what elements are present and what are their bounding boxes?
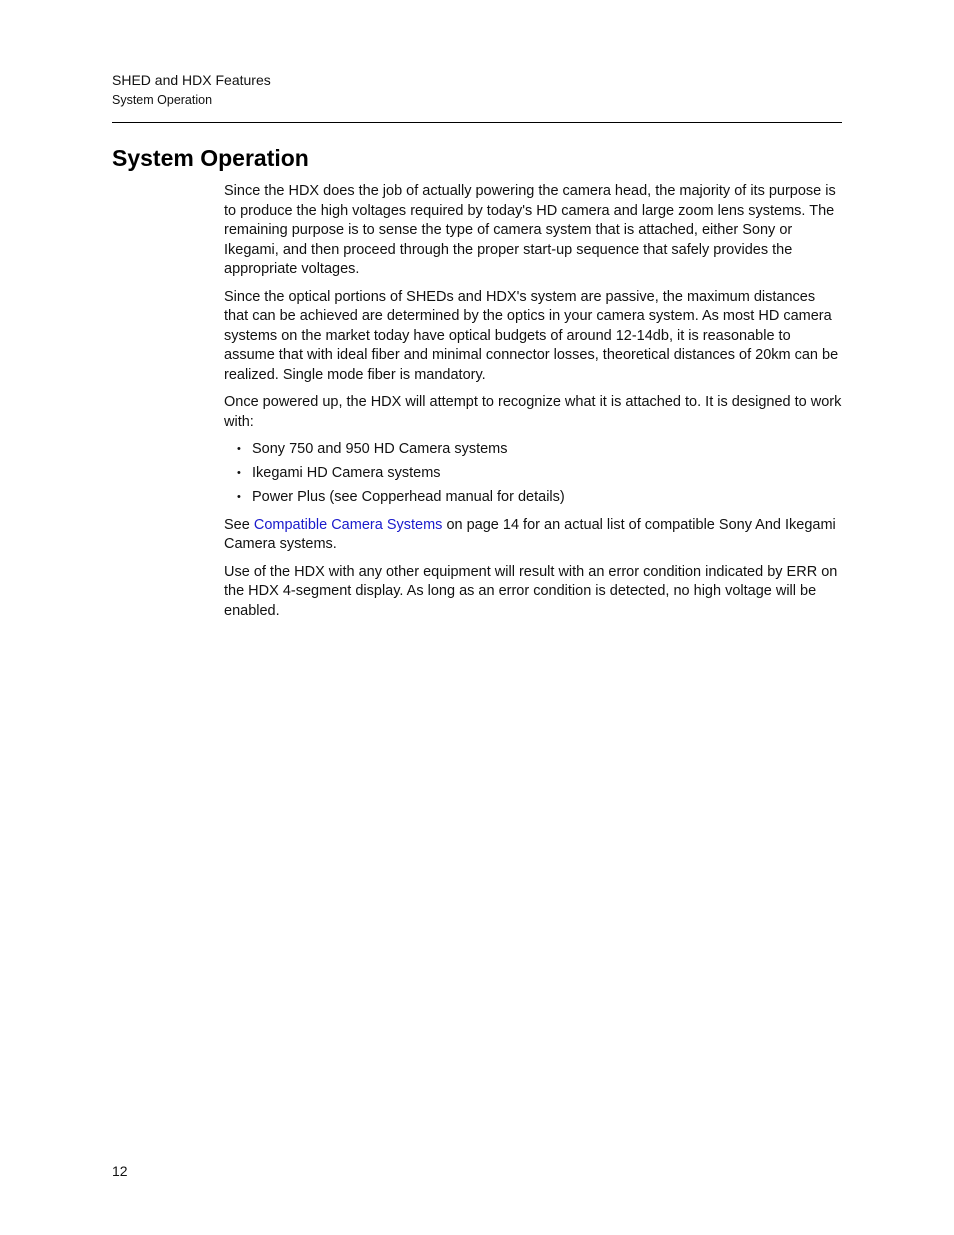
header-divider bbox=[112, 122, 842, 123]
reference-suffix: on page 14 for an actual list of compatible Sony And Ikegami Camera systems. bbox=[224, 516, 836, 552]
paragraph-error-condition: Use of the HDX with any other equipment will result with an error condition indicated by ERR on the HDX 4-segment display. As long as an error condition is detected, no high voltage will be enabled. bbox=[224, 563, 838, 619]
running-header bbox=[112, 71, 842, 109]
paragraph-optical-distances: Since the optical portions of SHEDs and HDX's system are passive, the maximum distances that can be achieved are determined by the optics in your camera system. As most HD camera systems on the market today have optical budgets of around 12-14db, it is reasonable to assume that with ideal fiber and minimal connector losses, theoretical distances of 20km can be realized. Single mode fiber is mandatory. bbox=[224, 288, 839, 383]
chapter-title: SHED and HDX Features bbox=[112, 72, 271, 88]
compatible-equipment-list bbox=[224, 440, 842, 508]
paragraph-see-reference bbox=[224, 516, 842, 555]
page-number: 12 bbox=[112, 1163, 128, 1179]
list-item: • Ikegami HD Camera systems bbox=[224, 464, 842, 484]
paragraph-power-purpose: Since the HDX does the job of actually powering the camera head, the majority of its purpose is to produce the high voltages required by today's HD camera and large zoom lens systems. The remaining purpose is to sense the type of camera system that is attached, either Sony or Ikegami, and then proceed through the proper start-up sequence that safely provides the appropriate voltages. bbox=[224, 183, 836, 277]
list-item: • Sony 750 and 950 HD Camera systems bbox=[224, 440, 842, 460]
compatible-camera-systems-link[interactable]: Compatible Camera Systems bbox=[253, 516, 443, 533]
body-content bbox=[224, 182, 842, 629]
paragraph-recognition: Once powered up, the HDX will attempt to recognize what it is attached to. It is designed to work with: bbox=[224, 394, 842, 430]
reference-prefix: See bbox=[224, 516, 254, 533]
section-subtitle: System Operation bbox=[112, 93, 213, 107]
page-title: System Operation bbox=[112, 145, 309, 171]
list-item: • Power Plus (see Copperhead manual for details) bbox=[224, 488, 842, 508]
